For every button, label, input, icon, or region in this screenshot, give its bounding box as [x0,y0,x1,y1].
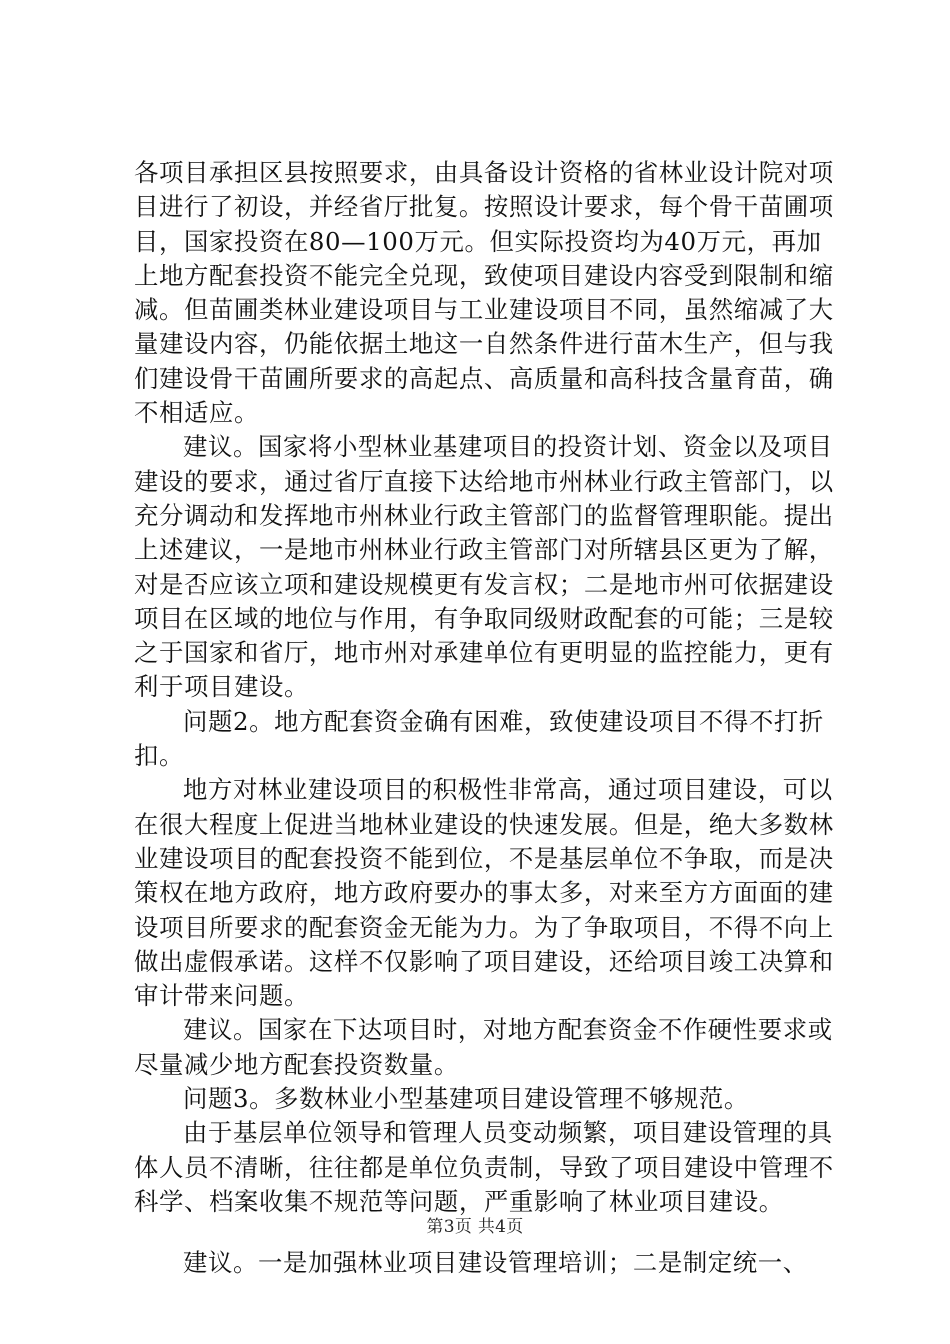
document-body [134,156,834,1281]
paragraph-project-funding: 各项目承担区县按照要求，由具备设计资格的省林业设计院对项目进行了初设，并经省厅批复。按照设计要求，每个骨干苗圃项目，国家投资在80—100万元。但实际投资均为40万元，再加上地方配套投资不能完全兑现，致使项目建设内容受到限制和缩减。但苗圃类林业建设项目与工业建设项目不同，虽然缩减了大量建设内容，仍能依据土地这一自然条件进行苗木生产，但与我们建设骨干苗圃所要求的高起点、高质量和高科技含量育苗，确不相适应。 [134,158,834,428]
page-number: 第3页 共4页 [426,1217,524,1237]
paragraph-suggestion-3: 建议。一是加强林业项目建设管理培训；二是制定统一、 [183,1248,808,1278]
paragraph-suggestion-1: 建议。国家将小型林业基建项目的投资计划、资金以及项目建设的要求，通过省厅直接下达给地市州林业行政主管部门，以充分调动和发挥地市州林业行政主管部门的监督管理职能。提出上述建议，一是地市州林业行政主管部门对所辖县区更为了解，对是否应该立项和建设规模更有发言权；二是地市州可依据建设项目在区域的地位与作用，有争取同级财政配套的可能；三是较之于国家和省厅，地市州对承建单位有更明显的监控能力，更有利于项目建设。 [134,432,834,702]
paragraph-management: 由于基层单位领导和管理人员变动频繁，项目建设管理的具体人员不清晰，往往都是单位负责制，导致了项目建设中管理不科学、档案收集不规范等问题，严重影响了林业项目建设。 [134,1118,834,1216]
paragraph-problem-3: 问题3。多数林业小型基建项目建设管理不够规范。 [183,1084,749,1114]
paragraph-problem-2: 问题2。地方配套资金确有困难，致使建设项目不得不打折扣。 [134,706,824,771]
paragraph-suggestion-2: 建议。国家在下达项目时，对地方配套资金不作硬性要求或尽量减少地方配套投资数量。 [134,1015,833,1079]
paragraph-local-funding: 地方对林业建设项目的积极性非常高，通过项目建设，可以在很大程度上促进当地林业建设的快速发展。但是，绝大多数林业建设项目的配套投资不能到位，不是基层单位不争取，而是决策权在地方政府，地方政府要办的事太多，对来至方方面面的建设项目所要求的配套资金无能为力。为了争取项目，不得不向上做出虚假承诺。这样不仅影响了项目建设，还给项目竣工决算和审计带来问题。 [134,775,834,1011]
